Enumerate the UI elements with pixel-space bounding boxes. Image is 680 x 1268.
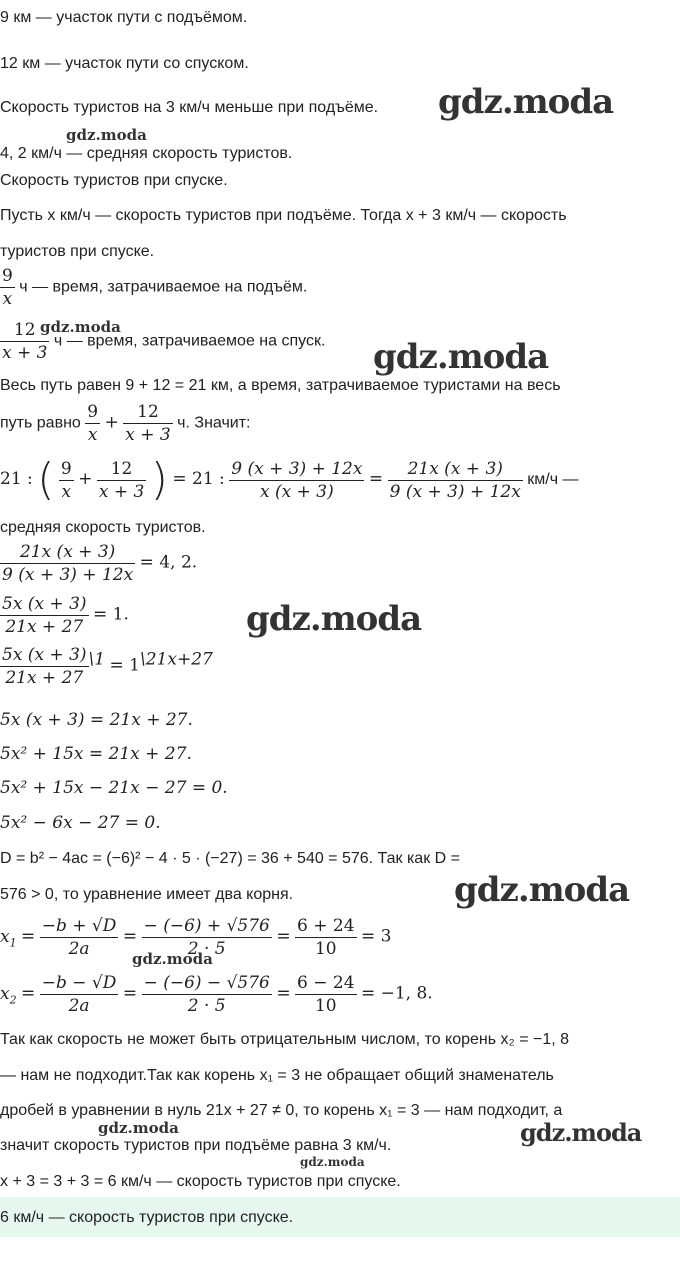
fraction-big-a: $\frac{9 (x + 3) + 12x}{x (x + 3)}$: [231, 458, 363, 502]
line-3: Скорость туристов на 3 км/ч меньше при подъёме.: [0, 99, 379, 116]
watermark: gdz.moda: [40, 318, 121, 336]
watermark: gdz.moda: [454, 870, 630, 910]
fraction-big-b: $\frac{21x (x + 3)}{9 (x + 3) + 12x}$: [389, 458, 521, 502]
equation-4: 5x (x + 3) = 21x + 27.: [0, 710, 193, 730]
line-6b: туристов при спуске.: [0, 243, 155, 260]
time-down-text: ч — время, затрачиваемое на спуск.: [53, 332, 326, 350]
discriminant-conclusion: 576 > 0, то уравнение имеет два корня.: [0, 886, 294, 903]
time-up-text: ч — время, затрачиваемое на подъём.: [19, 278, 308, 296]
equation-1: $\frac{21x (x + 3)}{9 (x + 3) + 12x}$ = 4, 2.: [2, 542, 198, 585]
answer-text: 6 км/ч — скорость туристов при спуске.: [0, 1209, 294, 1226]
watermark: gdz.moda: [246, 599, 422, 639]
conclusion-2: — нам не подходит.Так как корень x₁ = 3 не обращает общий знаменатель: [0, 1067, 554, 1084]
watermark: gdz.moda: [373, 337, 549, 377]
root-x2: $x_2$ = $\frac{-b - √D}{2a}$ = $\frac{- (-6) - √576}{2 \cdot 5}$ = $\frac{6 - 24}{10}$ = −1, 8.: [0, 973, 433, 1016]
line-4: 4, 2 км/ч — средняя скорость туристов.: [0, 145, 293, 162]
equation-7: 5x² − 6x − 27 = 0.: [0, 813, 161, 833]
equation-6: 5x² + 15x − 21x − 27 = 0.: [0, 778, 228, 798]
fraction-9-over-x: $\frac{9}{x}$: [2, 266, 13, 309]
fraction-9-over-x-b: $\frac{9}{x}$: [87, 402, 99, 445]
discriminant-line: D = b² − 4ac = (−6)² − 4 · 5 · (−27) = 36 + 540 = 576. Так как D =: [0, 850, 460, 867]
root-x1: $x_1$ = $\frac{-b + √D}{2a}$ = $\frac{- (-6) + √576}{2 \cdot 5}$ = $\frac{6 + 24}{10}$ = 3: [0, 916, 392, 959]
fraction-12-over-x3-b: $\frac{12}{x + 3}$: [125, 402, 171, 445]
conclusion-1: Так как скорость не может быть отрицательным числом, то корень x₂ = −1, 8: [0, 1031, 570, 1048]
equation-2: $\frac{5x (x + 3)}{21x + 27}$ = 1.: [2, 594, 129, 637]
line-2: 12 км — участок пути со спуском.: [0, 55, 249, 72]
fraction-12-over-x3: $\frac{12}{x + 3}$: [2, 320, 48, 363]
line-6a: Пусть x км/ч — скорость туристов при подъёме. Тогда x + 3 км/ч — скорость: [0, 207, 567, 224]
watermark: gdz.moda: [98, 1119, 179, 1137]
line-9: Весь путь равен 9 + 12 = 21 км, а время, затрачиваемое туристами на весь: [0, 377, 561, 394]
watermark: gdz.moda: [132, 950, 213, 968]
watermark: gdz.moda: [438, 82, 614, 122]
avg-speed-equation: 21 : ( $\frac{9}{x}$ + $\frac{12}{x + 3}$ ) = 21 : $\frac{9 (x + 3) + 12x}{x (x + 3)}$ = $\frac{21x (x + 3)}{9 (x + 3) + 12x}$ км/ч —: [0, 454, 579, 505]
line-12: средняя скорость туристов.: [0, 519, 206, 536]
conclusion-4: значит скорость туристов при подъёме равна 3 км/ч.: [0, 1137, 392, 1154]
watermark: gdz.moda: [520, 1118, 642, 1147]
line-10: путь равно $\frac{9}{x}$ + $\frac{12}{x + 3}$ ч. Значит:: [0, 402, 251, 445]
equation-5: 5x² + 15x = 21x + 27.: [0, 744, 192, 764]
equation-3: $\frac{5x (x + 3)}{21x + 27}$ $^{\backslash 1} = 1^{\backslash 21x+27}$: [2, 645, 213, 688]
watermark: gdz.moda: [66, 126, 147, 144]
conclusion-3: дробей в уравнении в нуль 21x + 27 ≠ 0, то корень x₁ = 3 — нам подходит, а: [0, 1102, 563, 1119]
line-1: 9 км — участок пути с подъёмом.: [0, 9, 248, 26]
line-5: Скорость туристов при спуске.: [0, 172, 228, 189]
time-up-line: [0, 266, 307, 309]
watermark: gdz.moda: [300, 1155, 365, 1169]
conclusion-5: x + 3 = 3 + 3 = 6 км/ч — скорость туристов при спуске.: [0, 1173, 401, 1190]
